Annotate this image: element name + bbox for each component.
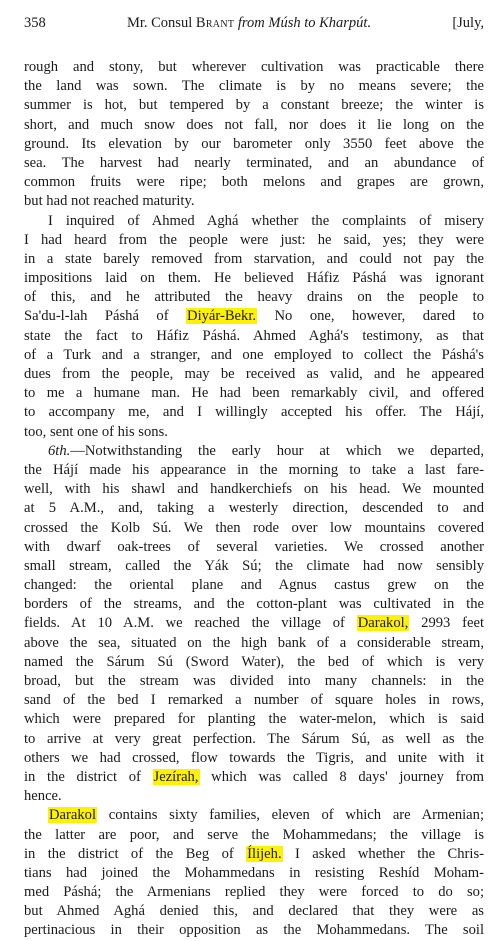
text-line xyxy=(24,423,484,442)
line-text: I had heard from the people were just: he said, yes; they were xyxy=(24,231,484,248)
text-line xyxy=(24,269,484,288)
line-text: in a state barely removed from starvation, and could not pay the xyxy=(24,250,484,267)
running-title xyxy=(127,14,371,32)
line-text: to accompany me, and I willingly accepted his offer. The Hájí, xyxy=(24,404,484,421)
line-text: med Páshá; the Armenians replied they were forced to do so; xyxy=(24,884,484,901)
text-line xyxy=(24,480,484,499)
text-line xyxy=(24,883,484,902)
date-marker: 6th. xyxy=(48,442,71,459)
line-text: well, with his shawl and handkerchiefs on his head. We mounted xyxy=(24,481,484,498)
text-line xyxy=(24,116,484,135)
text-line xyxy=(24,768,484,787)
text-line xyxy=(24,902,484,921)
body-text xyxy=(24,58,484,941)
text-line xyxy=(24,749,484,768)
text-line xyxy=(24,231,484,250)
text-line xyxy=(24,576,484,595)
text-line xyxy=(24,77,484,96)
line-text: state the fact to Háfiz Páshá. Ahmed Aghá's testimony, as that xyxy=(24,327,484,344)
line-text: sand of the bed I remarked a number of square holes in rows, xyxy=(24,692,484,709)
line-text: Sa'du-l-lah Páshá of xyxy=(24,308,187,325)
title-prefix: Mr. Consul xyxy=(126,15,196,31)
text-line xyxy=(24,864,484,883)
line-text: at 5 A.M., and, taking a westerly direction, descended to and xyxy=(24,500,484,517)
running-header xyxy=(24,14,484,34)
line-text: in the district of xyxy=(24,768,153,785)
text-line xyxy=(24,461,484,480)
line-text: contains sixty families, eleven of which are Armenian; xyxy=(97,807,484,824)
text-line xyxy=(24,96,484,115)
text-line xyxy=(24,58,484,77)
text-line xyxy=(24,212,484,231)
text-line xyxy=(24,806,484,825)
line-text: fields. At 10 A.M. we reached the village of xyxy=(24,615,357,632)
line-text: in the district of the Beg of xyxy=(24,845,247,862)
text-line xyxy=(24,653,484,672)
line-text: which were prepared for planting the water-melon, which is said xyxy=(24,711,484,728)
text-line xyxy=(24,634,484,653)
text-line xyxy=(24,327,484,346)
highlighted-place-name: Jezírah, xyxy=(153,768,199,785)
line-text: but had not reached maturity. xyxy=(24,193,195,210)
line-text: of a Turk and a stranger, and one employed to collect the Páshá's xyxy=(24,346,484,363)
text-line xyxy=(24,557,484,576)
line-text: I asked whether the Chris- xyxy=(282,845,484,862)
line-text: small stream, called the Yák Sú; the climate had now sensibly xyxy=(24,557,484,574)
text-line xyxy=(24,288,484,307)
title-author: Brant xyxy=(195,15,235,31)
line-text: No one, however, dared to xyxy=(257,308,484,325)
title-route: from Músh to Kharpút. xyxy=(234,15,372,31)
text-line xyxy=(24,730,484,749)
text-line xyxy=(24,595,484,614)
line-text: ground. Its elevation by our barometer only 3550 feet above the xyxy=(24,135,484,152)
line-text: changed: the oriental plane and Agnus castus grew on the xyxy=(24,577,484,594)
line-text: borders of the streams, and the cotton-plant was cultivated in the xyxy=(24,596,484,613)
text-line xyxy=(24,710,484,729)
text-line xyxy=(24,519,484,538)
text-line xyxy=(24,173,484,192)
line-text: impositions laid on them. He believed Háfiz Páshá was ignorant xyxy=(24,270,484,287)
line-text: hence. xyxy=(24,788,62,805)
line-text: to arrive at very great perfection. The Sárum Sú, as well as the xyxy=(24,730,484,747)
text-line xyxy=(24,192,484,211)
line-text: broad, but the stream was divided into many channels: in the xyxy=(24,673,484,689)
text-line xyxy=(24,614,484,633)
text-line xyxy=(24,154,484,173)
highlighted-place-name: Darakol xyxy=(49,807,97,824)
line-text: but Ahmed Aghá denied this, and declared that they were as xyxy=(24,903,484,920)
line-text: above the sea, situated on the high bank of a considerable stream, xyxy=(24,634,484,651)
line-text: pertinacious in their opposition as the Mohammedans. The soil xyxy=(24,922,484,939)
line-text: of this, and he attributed the heavy drains on the people to xyxy=(24,289,484,306)
text-line xyxy=(24,845,484,864)
line-text: to me a humane man. He had been remarkably civil, and offered xyxy=(24,385,484,402)
text-line xyxy=(24,365,484,384)
line-text: named the Sárum Sú (Sword Water), the bed of which is very xyxy=(24,653,484,670)
line-text: crossed the Kolb Sú. We then rode over low mountains covered xyxy=(24,519,484,536)
line-text: dues from the people, may be received as valid, and he appeared xyxy=(24,366,484,382)
line-text: I inquired of Ahmed Aghá whether the complaints of misery xyxy=(48,212,484,229)
text-line xyxy=(24,442,484,461)
text-line xyxy=(24,384,484,403)
text-line xyxy=(24,346,484,365)
line-text: tians had joined the Mohammedans in resisting Reshíd Moham- xyxy=(24,864,484,881)
text-line xyxy=(24,826,484,845)
line-text: common fruits were ripe; both melons and grapes are grown, xyxy=(24,174,484,191)
line-text: short, and much snow does not fall, nor does it lie long on the xyxy=(24,116,484,133)
text-line xyxy=(24,135,484,154)
text-line xyxy=(24,691,484,710)
line-text: the land was sown. The climate is by no means severe; the xyxy=(24,78,484,95)
text-line xyxy=(24,403,484,422)
text-line xyxy=(24,672,484,691)
line-text: 2993 feet xyxy=(409,615,484,632)
line-text: too, sent one of his sons. xyxy=(24,423,168,440)
highlighted-place-name: Darakol, xyxy=(357,615,409,632)
text-line xyxy=(24,538,484,557)
text-line xyxy=(24,787,484,806)
line-text: rough and stony, but wherever cultivation was practicable there xyxy=(24,59,484,75)
line-text: with dwarf oak-trees of several varieties. We crossed another xyxy=(24,538,484,555)
page-number: 358 xyxy=(24,15,46,31)
line-text: the latter are poor, and serve the Mohammedans; the village is xyxy=(24,826,484,843)
line-text: sea. The harvest had nearly terminated, and an abundance of xyxy=(24,154,484,171)
line-rest: —Notwithstanding the early hour at which we departed, xyxy=(70,442,484,459)
line-text: the Hájí made his appearance in the morning to take a last fare- xyxy=(24,461,484,478)
highlighted-place-name: Diyár-Bekr. xyxy=(187,308,257,325)
highlighted-place-name: Ílijeh. xyxy=(247,845,282,862)
line-text: others we had crossed, flow towards the Tigris, and unite with it xyxy=(24,749,484,766)
text-line xyxy=(24,250,484,269)
text-line xyxy=(24,921,484,940)
line-text: which was called 8 days' journey from xyxy=(199,768,484,785)
text-line xyxy=(24,499,484,518)
text-line xyxy=(24,307,484,326)
line-text xyxy=(48,443,484,459)
line-text: summer is hot, but tempered by a constant breeze; the winter is xyxy=(24,97,484,114)
header-date: [July, xyxy=(452,15,484,31)
